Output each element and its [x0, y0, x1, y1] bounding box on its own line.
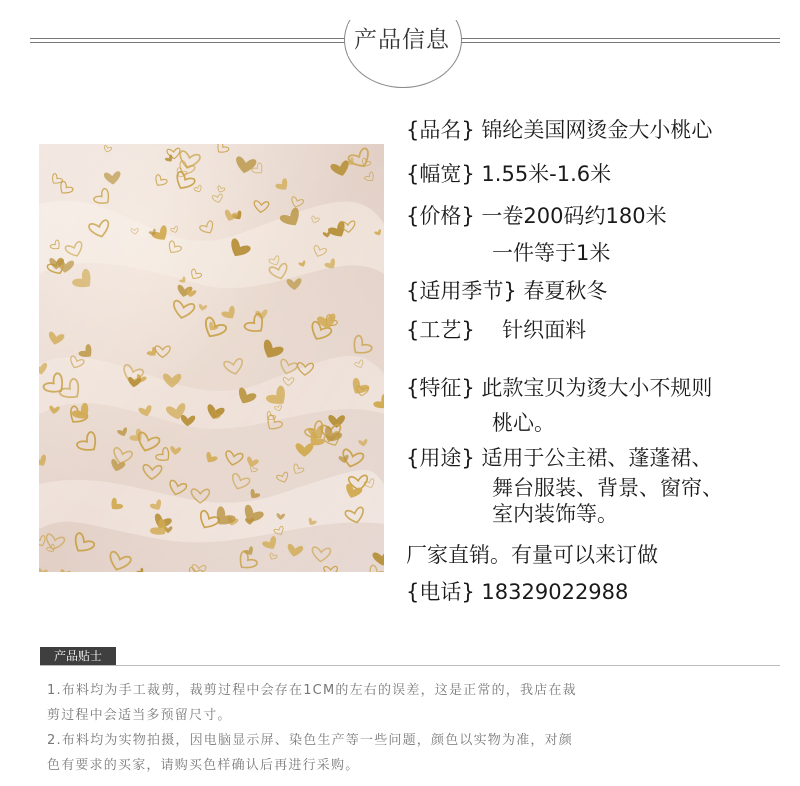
- spec-price-cont: 一件等于1米: [492, 241, 611, 265]
- page-title: 产品信息: [348, 24, 456, 56]
- tips-rule: [40, 665, 780, 666]
- spec-season: {适用季节} 春夏秋冬: [406, 279, 608, 303]
- spec-craft: {工艺} 针织面料: [406, 318, 587, 342]
- header-rule-left: [30, 38, 346, 43]
- tips-line-2: 剪过程中会适当多预留尺寸。: [47, 708, 232, 723]
- spec-price: {价格} 一卷200码约180米: [406, 204, 667, 228]
- spec-width: {幅宽} 1.55米-1.6米: [406, 162, 612, 186]
- tips-line-3: 2.布料均为实物拍摄，因电脑显示屏、染色生产等一些问题，颜色以实物为准，对颜: [47, 733, 574, 748]
- spec-usage: {用途} 适用于公主裙、蓬蓬裙、: [406, 446, 713, 470]
- spec-feature-cont: 桃心。: [492, 411, 555, 435]
- header-rule-right: [458, 38, 780, 43]
- tips-line-4: 色有要求的买家，请购买色样确认后再进行采购。: [47, 758, 360, 773]
- spec-feature: {特征} 此款宝贝为烫大小不规则: [406, 376, 713, 400]
- spec-name: {品名} 锦纶美国网烫金大小桃心: [406, 118, 713, 142]
- tips-badge: 产品贴士: [40, 647, 116, 665]
- spec-usage-cont2: 室内装饰等。: [492, 502, 618, 526]
- spec-factory: 厂家直销。有量可以来订做: [406, 543, 658, 567]
- tips-text: [47, 678, 782, 778]
- gold-heart-pattern: [39, 144, 384, 572]
- spec-usage-cont: 舞台服装、背景、窗帘、: [492, 476, 723, 500]
- tips-line-1: 1.布料均为手工裁剪，裁剪过程中会存在1CM的左右的误差，这是正常的，我店在裁: [47, 683, 577, 698]
- fabric-image: [39, 144, 384, 572]
- spec-phone: {电话} 18329022988: [406, 580, 629, 604]
